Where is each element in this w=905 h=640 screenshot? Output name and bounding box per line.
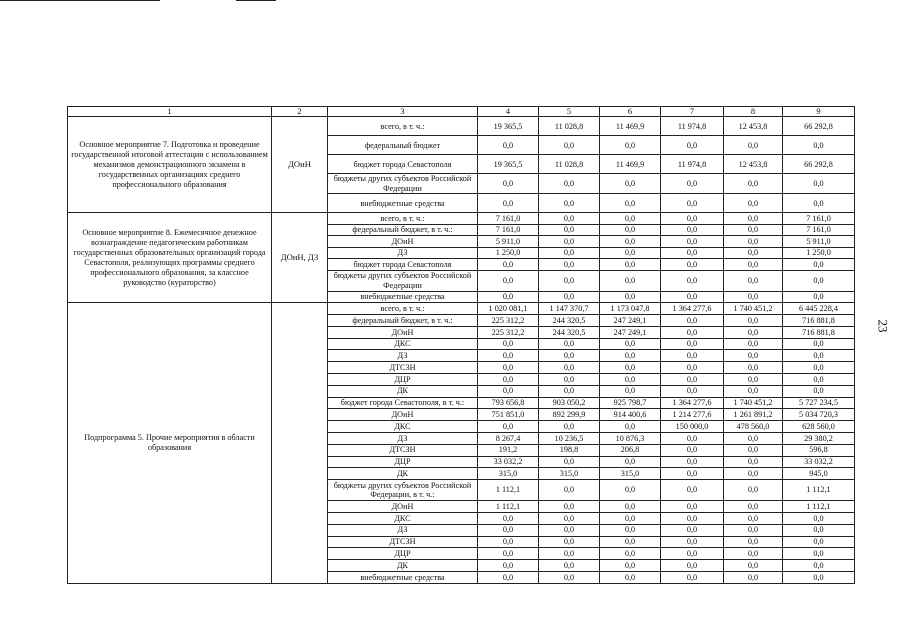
measure-name: Основное мероприятие 8. Ежемесячное денежное вознаграждение педагогическим работникам государственных образовательных организаций города Севастополя, реализующих программы среднего профессионального образования, за классное руководство (кураторство) — [68, 213, 272, 303]
amount-cell: 247 249,1 — [600, 315, 661, 327]
amount-cell: 0,0 — [724, 224, 783, 236]
amount-cell: 5 911,0 — [478, 236, 539, 248]
amount-cell: 29 380,2 — [783, 432, 855, 444]
amount-cell: 11 974,8 — [661, 117, 724, 136]
amount-cell: 0,0 — [724, 444, 783, 456]
amount-cell: 7 161,0 — [783, 224, 855, 236]
amount-cell: 150 000,0 — [661, 421, 724, 433]
funding-source: ДОиН — [328, 326, 478, 338]
amount-cell: 0,0 — [600, 259, 661, 271]
amount-cell: 0,0 — [539, 247, 600, 259]
amount-cell: 0,0 — [661, 512, 724, 524]
amount-cell: 0,0 — [783, 571, 855, 583]
top-rule-right — [236, 0, 276, 1]
amount-cell: 225 312,2 — [478, 315, 539, 327]
amount-cell: 0,0 — [661, 536, 724, 548]
amount-cell: 0,0 — [661, 136, 724, 155]
amount-cell: 0,0 — [478, 560, 539, 572]
amount-cell: 0,0 — [724, 338, 783, 350]
amount-cell: 628 560,0 — [783, 421, 855, 433]
amount-cell: 0,0 — [661, 385, 724, 397]
amount-cell: 10 876,3 — [600, 432, 661, 444]
funding-source: ДЦР — [328, 456, 478, 468]
funding-source: федеральный бюджет, в т. ч.: — [328, 224, 478, 236]
amount-cell: 0,0 — [724, 326, 783, 338]
amount-cell: 66 292,8 — [783, 117, 855, 136]
amount-cell: 0,0 — [661, 571, 724, 583]
amount-cell: 0,0 — [539, 385, 600, 397]
amount-cell: 0,0 — [661, 174, 724, 194]
amount-cell: 903 050,2 — [539, 397, 600, 409]
amount-cell: 0,0 — [539, 548, 600, 560]
amount-cell: 0,0 — [539, 374, 600, 386]
responsible-executor: ДОиН — [272, 117, 328, 213]
amount-cell: 0,0 — [724, 468, 783, 480]
funding-source: федеральный бюджет — [328, 136, 478, 155]
amount-cell: 1 261 891,2 — [724, 409, 783, 421]
page-number: 23 — [875, 319, 891, 333]
funding-source: ДОиН — [328, 236, 478, 248]
amount-cell: 0,0 — [661, 247, 724, 259]
amount-cell: 0,0 — [539, 571, 600, 583]
amount-cell: 0,0 — [724, 456, 783, 468]
amount-cell: 0,0 — [724, 291, 783, 303]
amount-cell: 0,0 — [478, 338, 539, 350]
amount-cell: 945,0 — [783, 468, 855, 480]
amount-cell: 0,0 — [478, 350, 539, 362]
amount-cell: 0,0 — [539, 350, 600, 362]
funding-source: ДЗ — [328, 247, 478, 259]
amount-cell: 10 236,5 — [539, 432, 600, 444]
amount-cell: 0,0 — [478, 536, 539, 548]
amount-cell: 0,0 — [600, 560, 661, 572]
funding-source: всего, в т. ч.: — [328, 213, 478, 225]
amount-cell: 0,0 — [600, 524, 661, 536]
amount-cell: 0,0 — [661, 259, 724, 271]
amount-cell: 247 249,1 — [600, 326, 661, 338]
measure-name: Подпрограмма 5. Прочие мероприятия в области образования — [68, 303, 272, 584]
amount-cell: 0,0 — [478, 291, 539, 303]
amount-cell: 0,0 — [724, 480, 783, 501]
amount-cell: 315,0 — [600, 468, 661, 480]
amount-cell: 0,0 — [661, 548, 724, 560]
amount-cell: 0,0 — [600, 247, 661, 259]
amount-cell: 0,0 — [724, 213, 783, 225]
amount-cell: 0,0 — [783, 270, 855, 291]
amount-cell: 1 112,1 — [478, 480, 539, 501]
amount-cell: 0,0 — [539, 536, 600, 548]
amount-cell: 0,0 — [539, 512, 600, 524]
amount-cell: 478 560,0 — [724, 421, 783, 433]
responsible-executor: ДОиН, ДЗ — [272, 213, 328, 303]
amount-cell: 0,0 — [724, 536, 783, 548]
amount-cell: 206,8 — [600, 444, 661, 456]
amount-cell: 716 881,8 — [783, 326, 855, 338]
col-header-9: 9 — [783, 107, 855, 117]
funding-source: ДЦР — [328, 374, 478, 386]
amount-cell: 0,0 — [539, 456, 600, 468]
amount-cell: 1 250,0 — [478, 247, 539, 259]
funding-source: внебюджетные средства — [328, 571, 478, 583]
col-header-8: 8 — [724, 107, 783, 117]
amount-cell: 1 740 451,2 — [724, 397, 783, 409]
amount-cell: 315,0 — [478, 468, 539, 480]
amount-cell: 0,0 — [539, 480, 600, 501]
amount-cell: 0,0 — [600, 224, 661, 236]
col-header-7: 7 — [661, 107, 724, 117]
col-header-5: 5 — [539, 107, 600, 117]
amount-cell: 1 147 370,7 — [539, 303, 600, 315]
amount-cell: 0,0 — [600, 571, 661, 583]
amount-cell: 0,0 — [724, 432, 783, 444]
col-header-4: 4 — [478, 107, 539, 117]
funding-source: ДЗ — [328, 524, 478, 536]
amount-cell: 1 250,0 — [783, 247, 855, 259]
amount-cell: 1 173 047,8 — [600, 303, 661, 315]
amount-cell: 33 032,2 — [478, 456, 539, 468]
amount-cell: 0,0 — [661, 524, 724, 536]
amount-cell: 19 365,5 — [478, 117, 539, 136]
amount-cell: 0,0 — [600, 385, 661, 397]
funding-source: бюджеты других субъектов Российской Федерации, в т. ч.: — [328, 480, 478, 501]
amount-cell: 0,0 — [783, 374, 855, 386]
amount-cell: 0,0 — [661, 432, 724, 444]
amount-cell: 0,0 — [661, 236, 724, 248]
amount-cell: 11 028,8 — [539, 117, 600, 136]
amount-cell: 0,0 — [661, 270, 724, 291]
amount-cell: 0,0 — [724, 259, 783, 271]
table-row — [68, 303, 855, 315]
amount-cell: 0,0 — [600, 270, 661, 291]
amount-cell: 0,0 — [478, 385, 539, 397]
amount-cell: 0,0 — [783, 338, 855, 350]
amount-cell: 0,0 — [478, 136, 539, 155]
amount-cell: 19 365,5 — [478, 155, 539, 174]
amount-cell: 6 445 228,4 — [783, 303, 855, 315]
amount-cell: 0,0 — [478, 174, 539, 194]
amount-cell: 0,0 — [478, 512, 539, 524]
amount-cell: 0,0 — [724, 524, 783, 536]
amount-cell: 198,8 — [539, 444, 600, 456]
amount-cell: 0,0 — [600, 374, 661, 386]
funding-source: ДТСЗН — [328, 444, 478, 456]
amount-cell: 0,0 — [600, 136, 661, 155]
funding-source: ДКС — [328, 421, 478, 433]
amount-cell: 1 214 277,6 — [661, 409, 724, 421]
amount-cell: 0,0 — [600, 480, 661, 501]
amount-cell: 0,0 — [600, 350, 661, 362]
amount-cell: 0,0 — [724, 236, 783, 248]
funding-source: ДЦР — [328, 548, 478, 560]
amount-cell: 0,0 — [783, 194, 855, 213]
funding-source: ДОиН — [328, 409, 478, 421]
amount-cell: 0,0 — [539, 213, 600, 225]
amount-cell: 225 312,2 — [478, 326, 539, 338]
funding-source: внебюджетные средства — [328, 291, 478, 303]
funding-source: бюджет города Севастополя — [328, 155, 478, 174]
amount-cell: 0,0 — [724, 374, 783, 386]
amount-cell: 0,0 — [478, 362, 539, 374]
amount-cell: 0,0 — [539, 136, 600, 155]
amount-cell: 0,0 — [600, 174, 661, 194]
amount-cell: 0,0 — [724, 560, 783, 572]
amount-cell: 0,0 — [724, 571, 783, 583]
amount-cell: 0,0 — [661, 501, 724, 513]
amount-cell: 0,0 — [600, 194, 661, 213]
amount-cell: 12 453,8 — [724, 155, 783, 174]
amount-cell: 0,0 — [783, 512, 855, 524]
amount-cell: 244 320,5 — [539, 326, 600, 338]
funding-source: ДОиН — [328, 501, 478, 513]
amount-cell: 5 034 720,3 — [783, 409, 855, 421]
amount-cell: 33 032,2 — [783, 456, 855, 468]
amount-cell: 0,0 — [600, 548, 661, 560]
amount-cell: 12 453,8 — [724, 117, 783, 136]
amount-cell: 0,0 — [539, 174, 600, 194]
amount-cell: 0,0 — [724, 174, 783, 194]
amount-cell: 244 320,5 — [539, 315, 600, 327]
amount-cell: 0,0 — [724, 512, 783, 524]
col-header-2: 2 — [272, 107, 328, 117]
amount-cell: 0,0 — [600, 236, 661, 248]
amount-cell: 1 740 451,2 — [724, 303, 783, 315]
amount-cell: 0,0 — [539, 270, 600, 291]
amount-cell: 0,0 — [724, 136, 783, 155]
amount-cell: 0,0 — [478, 421, 539, 433]
amount-cell: 0,0 — [724, 548, 783, 560]
amount-cell: 0,0 — [724, 247, 783, 259]
amount-cell: 11 469,9 — [600, 155, 661, 174]
amount-cell: 0,0 — [783, 350, 855, 362]
amount-cell: 1 364 277,6 — [661, 303, 724, 315]
amount-cell: 0,0 — [661, 224, 724, 236]
amount-cell: 0,0 — [724, 385, 783, 397]
amount-cell: 11 974,8 — [661, 155, 724, 174]
top-rule-left — [0, 0, 160, 1]
amount-cell: 8 267,4 — [478, 432, 539, 444]
amount-cell: 0,0 — [783, 548, 855, 560]
amount-cell: 0,0 — [478, 524, 539, 536]
funding-source: ДЗ — [328, 350, 478, 362]
amount-cell: 0,0 — [539, 560, 600, 572]
amount-cell: 0,0 — [661, 468, 724, 480]
funding-source: внебюджетные средства — [328, 194, 478, 213]
amount-cell: 7 161,0 — [478, 213, 539, 225]
amount-cell: 1 112,1 — [783, 480, 855, 501]
amount-cell: 0,0 — [724, 350, 783, 362]
amount-cell: 5 911,0 — [783, 236, 855, 248]
amount-cell: 0,0 — [783, 174, 855, 194]
amount-cell: 0,0 — [724, 270, 783, 291]
amount-cell: 7 161,0 — [783, 213, 855, 225]
amount-cell: 0,0 — [783, 136, 855, 155]
amount-cell: 11 469,9 — [600, 117, 661, 136]
amount-cell: 0,0 — [661, 326, 724, 338]
amount-cell: 315,0 — [539, 468, 600, 480]
amount-cell: 66 292,8 — [783, 155, 855, 174]
amount-cell: 0,0 — [724, 362, 783, 374]
responsible-executor — [272, 303, 328, 584]
amount-cell: 0,0 — [539, 236, 600, 248]
amount-cell: 0,0 — [783, 291, 855, 303]
amount-cell: 0,0 — [783, 560, 855, 572]
amount-cell: 0,0 — [661, 456, 724, 468]
amount-cell: 0,0 — [539, 501, 600, 513]
funding-source: ДК — [328, 385, 478, 397]
amount-cell: 0,0 — [600, 456, 661, 468]
amount-cell: 596,8 — [783, 444, 855, 456]
funding-source: ДЗ — [328, 432, 478, 444]
amount-cell: 0,0 — [661, 362, 724, 374]
funding-source: ДКС — [328, 338, 478, 350]
amount-cell: 1 112,1 — [783, 501, 855, 513]
amount-cell: 0,0 — [661, 560, 724, 572]
amount-cell: 0,0 — [661, 350, 724, 362]
amount-cell: 0,0 — [539, 194, 600, 213]
amount-cell: 0,0 — [600, 338, 661, 350]
funding-source: бюджеты других субъектов Российской Федерации — [328, 270, 478, 291]
amount-cell: 1 020 081,1 — [478, 303, 539, 315]
funding-source: бюджеты других субъектов Российской Федерации — [328, 174, 478, 194]
amount-cell: 0,0 — [661, 315, 724, 327]
amount-cell: 0,0 — [783, 259, 855, 271]
amount-cell: 793 656,8 — [478, 397, 539, 409]
amount-cell: 0,0 — [478, 548, 539, 560]
amount-cell: 0,0 — [661, 213, 724, 225]
amount-cell: 751 851,0 — [478, 409, 539, 421]
amount-cell: 0,0 — [661, 338, 724, 350]
funding-source: ДТСЗН — [328, 536, 478, 548]
funding-source: всего, в т. ч.: — [328, 303, 478, 315]
amount-cell: 925 798,7 — [600, 397, 661, 409]
amount-cell: 0,0 — [539, 362, 600, 374]
amount-cell: 1 364 277,6 — [661, 397, 724, 409]
amount-cell: 0,0 — [600, 421, 661, 433]
amount-cell: 0,0 — [724, 501, 783, 513]
col-header-1: 1 — [68, 107, 272, 117]
amount-cell: 0,0 — [783, 536, 855, 548]
amount-cell: 0,0 — [539, 524, 600, 536]
funding-source: ДК — [328, 468, 478, 480]
amount-cell: 0,0 — [478, 571, 539, 583]
amount-cell: 0,0 — [783, 524, 855, 536]
amount-cell: 0,0 — [539, 338, 600, 350]
amount-cell: 191,2 — [478, 444, 539, 456]
amount-cell: 0,0 — [724, 315, 783, 327]
amount-cell: 0,0 — [539, 291, 600, 303]
amount-cell: 1 112,1 — [478, 501, 539, 513]
amount-cell: 0,0 — [600, 213, 661, 225]
amount-cell: 0,0 — [539, 421, 600, 433]
funding-source: федеральный бюджет, в т. ч.: — [328, 315, 478, 327]
column-number-row — [68, 107, 855, 117]
amount-cell: 0,0 — [600, 501, 661, 513]
table-row — [68, 213, 855, 225]
funding-source: ДКС — [328, 512, 478, 524]
amount-cell: 0,0 — [783, 385, 855, 397]
amount-cell: 914 400,6 — [600, 409, 661, 421]
funding-source: ДК — [328, 560, 478, 572]
amount-cell: 0,0 — [539, 259, 600, 271]
amount-cell: 0,0 — [783, 362, 855, 374]
funding-table — [67, 106, 855, 584]
measure-name: Основное мероприятие 7. Подготовка и проведение государственной итоговой аттестации с использованием механизмов демонстрационного экзамена в государственных организациях среднего профессионального образования — [68, 117, 272, 213]
funding-source: всего, в т. ч.: — [328, 117, 478, 136]
funding-source: бюджет города Севастополя, в т. ч.: — [328, 397, 478, 409]
amount-cell: 0,0 — [661, 291, 724, 303]
amount-cell: 0,0 — [661, 194, 724, 213]
funding-source: ДТСЗН — [328, 362, 478, 374]
amount-cell: 0,0 — [600, 362, 661, 374]
amount-cell: 0,0 — [539, 224, 600, 236]
amount-cell: 5 727 234,5 — [783, 397, 855, 409]
funding-source: бюджет города Севастополя — [328, 259, 478, 271]
col-header-6: 6 — [600, 107, 661, 117]
table-row — [68, 117, 855, 136]
col-header-3: 3 — [328, 107, 478, 117]
amount-cell: 11 028,8 — [539, 155, 600, 174]
amount-cell: 0,0 — [661, 374, 724, 386]
amount-cell: 0,0 — [478, 374, 539, 386]
amount-cell: 0,0 — [600, 536, 661, 548]
amount-cell: 0,0 — [600, 512, 661, 524]
amount-cell: 0,0 — [478, 259, 539, 271]
amount-cell: 0,0 — [661, 480, 724, 501]
amount-cell: 892 299,9 — [539, 409, 600, 421]
amount-cell: 716 881,8 — [783, 315, 855, 327]
amount-cell: 0,0 — [600, 291, 661, 303]
amount-cell: 0,0 — [661, 444, 724, 456]
amount-cell: 0,0 — [478, 270, 539, 291]
amount-cell: 7 161,0 — [478, 224, 539, 236]
amount-cell: 0,0 — [724, 194, 783, 213]
amount-cell: 0,0 — [478, 194, 539, 213]
